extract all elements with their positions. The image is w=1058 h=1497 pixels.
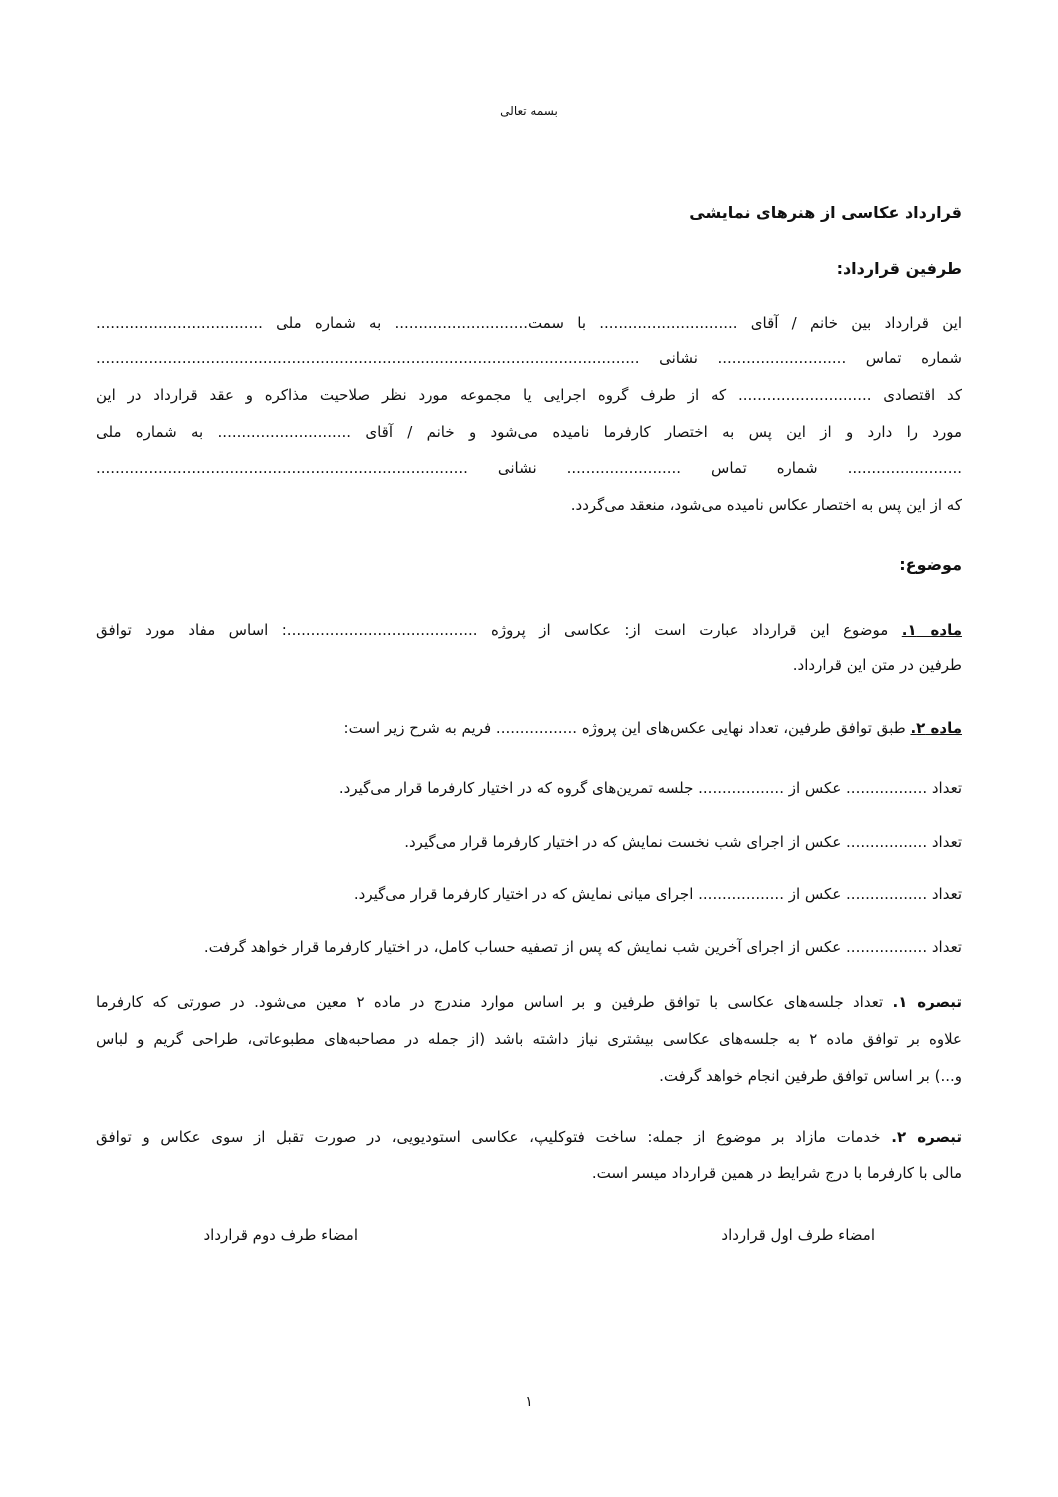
signature-first-party: امضاء طرف اول قرارداد xyxy=(721,1226,875,1244)
list-item-1: تعداد ................. عکس از .................. جلسه تمرین‌های گروه که در اختیار کارفرما قرار می‌گیرد. xyxy=(338,779,962,797)
header-basmala: بسمه تعالی xyxy=(500,104,558,118)
note-1-label: تبصره ۱. xyxy=(892,993,962,1011)
subject-heading: موضوع: xyxy=(899,555,962,574)
parties-line-4: مورد را دارد و از این پس به اختصار کارفرما نامیده می‌شود و خانم / آقای ............................ به شماره ملی xyxy=(96,423,962,441)
parties-line-1: این قرارداد بین خانم / آقای ............................. با سمت............................ به شماره ملی ................................... xyxy=(96,314,962,332)
note-1-line-3: و...) بر اساس توافق طرفین انجام خواهد گرفت. xyxy=(659,1067,962,1085)
note-1-text: تعداد جلسه‌های عکاسی با توافق طرفین و بر اساس موارد مندرج در ماده ۲ معین می‌شود. در صورتی که کارفرما xyxy=(96,993,893,1011)
article-2 xyxy=(96,718,962,738)
parties-heading: طرفین قرارداد: xyxy=(836,259,962,278)
list-item-4: تعداد ................. عکس از اجرای آخرین شب نمایش که پس از تصفیه حساب کامل، در اختیار کارفرما قرار خواهد گرفت. xyxy=(203,938,962,956)
article-1-line-1 xyxy=(96,620,962,640)
signature-second-party: امضاء طرف دوم قرارداد xyxy=(203,1226,358,1244)
parties-line-3: کد اقتصادی ............................ که از طرف گروه اجرایی یا مجموعه مورد نظر صلاحیت مذاکره و عقد قرارداد در این xyxy=(96,386,962,404)
article-2-text: طبق توافق طرفین، تعداد نهایی عکس‌های این پروژه ................. فریم به شرح زیر است: xyxy=(343,719,911,737)
note-1-line-1 xyxy=(96,992,962,1012)
parties-line-2: شماره تماس ........................... نشانی .................................................................................................................. xyxy=(96,349,962,367)
list-item-2: تعداد ................. عکس از اجرای شب نخست نمایش که در اختیار کارفرما قرار می‌گیرد. xyxy=(404,833,962,851)
parties-line-6: که از این پس به اختصار عکاس نامیده می‌شود، منعقد می‌گردد. xyxy=(570,496,962,514)
list-item-3: تعداد ................. عکس از .................. اجرای میانی نمایش که در اختیار کارفرما قرار می‌گیرد. xyxy=(353,885,962,903)
note-2-label: تبصره ۲. xyxy=(891,1128,962,1146)
page-number: ۱ xyxy=(525,1394,533,1410)
article-1-label: ماده ۱. xyxy=(901,621,962,639)
note-1-line-2: علاوه بر توافق ماده ۲ به جلسه‌های عکاسی بیشتری نیاز داشته باشد (از جمله در مصاحبه‌های مطبوعاتی، طراحی گریم و لباس xyxy=(96,1030,962,1048)
parties-line-5: ........................ شماره تماس ........................ نشانی .............................................................................. xyxy=(96,459,962,477)
article-2-label: ماده ۲. xyxy=(910,719,962,737)
note-2-line-2: مالی با کارفرما با درج شرایط در همین قرارداد میسر است. xyxy=(591,1164,962,1182)
article-1-text: موضوع این قرارداد عبارت است از: عکاسی از پروژه ........................................: اساس مفاد مورد توافق xyxy=(96,621,902,639)
note-2-line-1 xyxy=(96,1127,962,1147)
note-2-text: خدمات مازاد بر موضوع از جمله: ساخت فتوکلیپ، عکاسی استودیویی، در صورت تقبل از سوی عکاس و توافق xyxy=(96,1128,892,1146)
article-1-line-2: طرفین در متن این قرارداد. xyxy=(792,656,962,674)
contract-title: قرارداد عکاسی از هنرهای نمایشی xyxy=(689,203,962,222)
